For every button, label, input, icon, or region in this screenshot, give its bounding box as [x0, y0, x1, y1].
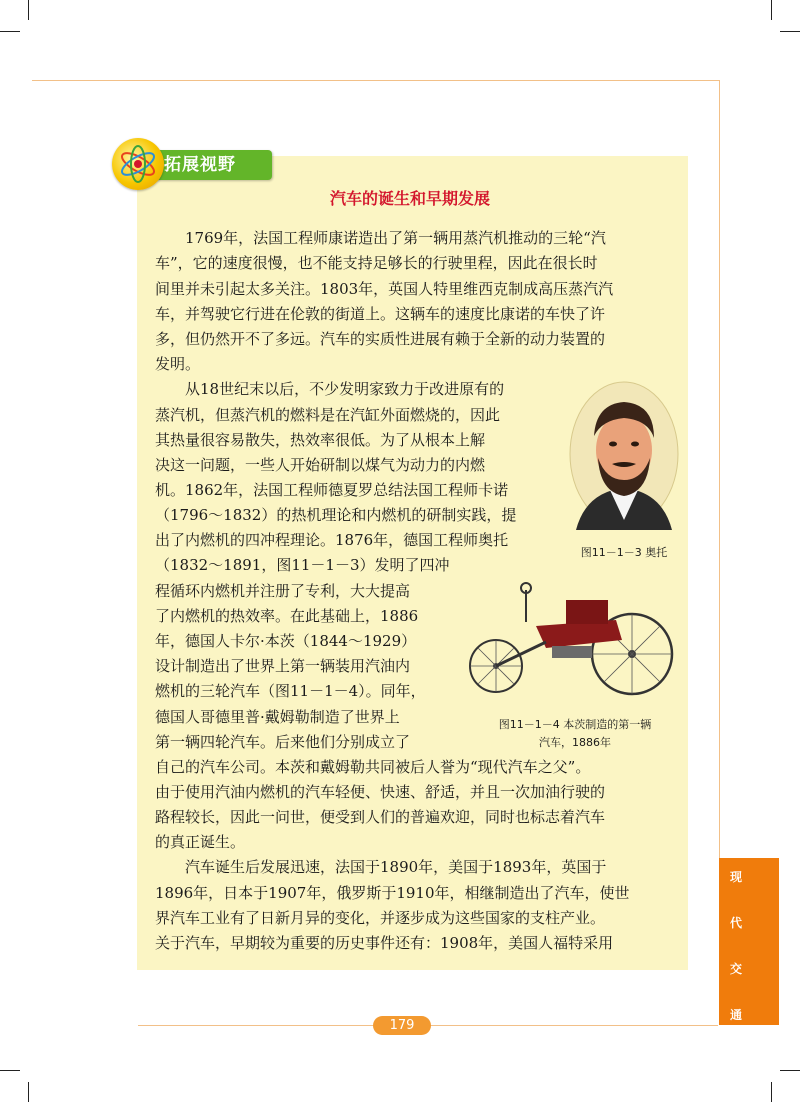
text-line: 自己的汽车公司。本茨和戴姆勒共同被后人誉为“现代汽车之父”。 [155, 758, 591, 776]
text-line: 1896年，日本于1907年，俄罗斯于1910年，相继制造出了汽车，使世 [155, 884, 630, 902]
text-line: 机。1862年，法国工程师德夏罗总结法国工程师卡诺 [155, 481, 509, 499]
section-banner: 拓展视野 [150, 150, 272, 180]
atom-icon [112, 138, 164, 190]
text-line: 设计制造出了世界上第一辆装用汽油内 [155, 657, 411, 675]
text-line: 出了内燃机的四冲程理论。1876年，德国工程师奥托 [155, 531, 509, 549]
text-line: 路程较长，因此一问世，便受到人们的普遍欢迎，同时也标志着汽车 [155, 808, 606, 826]
crop-mark [28, 1082, 29, 1102]
text-line: 多，但仍然开不了多远。汽车的实质性进展有赖于全新的动力装置的 [155, 330, 606, 348]
text-line: 第一辆四轮汽车。后来他们分别成立了 [155, 733, 411, 751]
side-tab-char: 交 [730, 962, 743, 976]
text-line: 1769年，法国工程师康诺造出了第一辆用蒸汽机推动的三轮“汽 [185, 229, 606, 247]
text-line: 了内燃机的热效率。在此基础上，1886 [155, 607, 419, 625]
figure-caption: 汽车，1886年 [539, 736, 611, 749]
text-line: 蒸汽机，但蒸汽机的燃料是在汽缸外面燃烧的，因此 [155, 406, 501, 424]
text-line: 从18世纪末以后，不少发明家致力于改进原有的 [185, 380, 505, 398]
crop-mark [771, 1082, 772, 1102]
benz-car-image [466, 570, 676, 710]
crop-mark [0, 31, 20, 32]
text-line: （1832～1891，图11－1－3）发明了四冲 [155, 556, 450, 574]
page-number: 179 [373, 1016, 431, 1035]
text-line: 间里并未引起太多关注。1803年，英国人特里维西克制成高压蒸汽汽 [155, 280, 614, 298]
crop-mark [28, 0, 29, 20]
text-line: 的真正诞生。 [155, 833, 246, 851]
chapter-side-tab [719, 858, 779, 1025]
figure-caption: 图11－1－3 奥托 [580, 546, 668, 559]
crop-mark [771, 0, 772, 20]
text-line: 界汽车工业有了日新月异的变化，并逐步成为这些国家的支柱产业。 [155, 909, 606, 927]
text-line: 关于汽车，早期较为重要的历史事件还有：1908年，美国人福特采用 [155, 934, 614, 952]
text-line: 燃机的三轮汽车（图11－1－4）。同年， [155, 682, 426, 700]
otto-portrait-image [566, 380, 682, 538]
text-line: 年，德国人卡尔·本茨（1844～1929） [155, 632, 417, 650]
text-line: （1796～1832）的热机理论和内燃机的研制实践，提 [155, 506, 517, 524]
crop-mark [780, 1070, 800, 1071]
text-line: 车，并驾驶它行进在伦敦的街道上。这辆车的速度比康诺的车快了许 [155, 305, 606, 323]
text-line: 发明。 [155, 355, 201, 373]
figure-caption: 图11－1－4 本茨制造的第一辆 [498, 718, 652, 731]
side-tab-char: 代 [730, 916, 743, 930]
text-line: 汽车诞生后发展迅速，法国于1890年，美国于1893年，英国于 [185, 858, 607, 876]
text-line: 由于使用汽油内燃机的汽车轻便、快速、舒适，并且一次加油行驶的 [155, 783, 606, 801]
page-frame-top [32, 80, 720, 81]
text-line: 车”，它的速度很慢，也不能支持足够长的行驶里程，因此在很长时 [155, 254, 598, 272]
side-tab-char: 通 [730, 1008, 743, 1022]
text-line: 程循环内燃机并注册了专利，大大提高 [155, 582, 411, 600]
crop-mark [780, 31, 800, 32]
crop-mark [0, 1070, 20, 1071]
text-line: 其热量很容易散失，热效率很低。为了从根本上解 [155, 431, 486, 449]
text-line: 德国人哥德里普·戴姆勒制造了世界上 [155, 708, 400, 726]
side-tab-char: 现 [730, 870, 743, 884]
article-title: 汽车的诞生和早期发展 [329, 189, 490, 208]
text-line: 决这一问题，一些人开始研制以煤气为动力的内燃 [155, 456, 486, 474]
